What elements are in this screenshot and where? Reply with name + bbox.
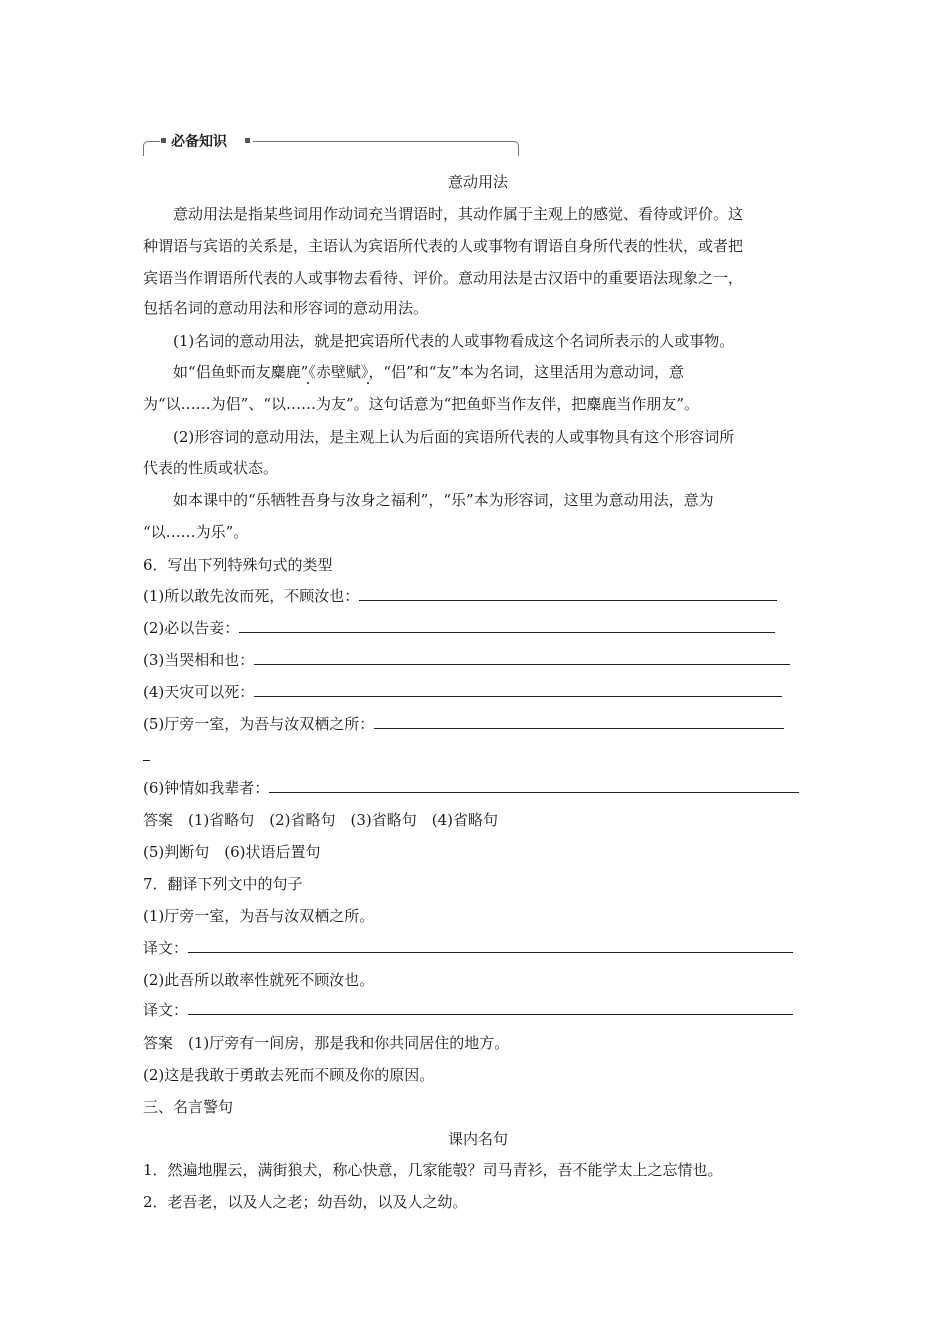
question-item xyxy=(143,650,813,670)
answer-blank[interactable] xyxy=(359,586,777,601)
paragraph-line: 意动用法是指某些词用作动词充当谓语时，其动作属于主观上的感觉、看待或评价。这 xyxy=(173,205,744,223)
answer-line xyxy=(143,810,813,830)
header-corner-left xyxy=(143,141,160,156)
translation-line xyxy=(143,1000,813,1020)
square-bullet-icon xyxy=(161,138,166,143)
question-text: (2)必以告妾： xyxy=(143,619,240,637)
answer-line: (2)这是我敢于勇敢去死而不顾及你的原因。 xyxy=(143,1066,435,1084)
answer-label: 答案 xyxy=(143,811,174,829)
question-text: (6)钟情如我辈者： xyxy=(143,779,270,797)
question-item xyxy=(143,618,813,638)
answer-blank[interactable] xyxy=(269,778,799,793)
question-title: 7．翻译下列文中的句子 xyxy=(143,875,303,893)
paragraph-line: 为“以……为侣”、“以……为友”。这句话意为“把鱼虾当作友伴，把麋鹿当作朋友”。 xyxy=(143,395,700,413)
translation-label: 译文： xyxy=(143,1001,189,1019)
question-text: (3)当哭相和也： xyxy=(143,651,255,669)
header-title: 必备知识 xyxy=(171,134,227,150)
quote-item: 2．老吾老，以及人之老；幼吾幼，以及人之幼。 xyxy=(143,1193,468,1211)
source-title: 《赤壁赋》 xyxy=(308,363,369,381)
answer-line: (5)判断句 (6)状语后置句 xyxy=(143,843,321,861)
quote-text: 如“侣鱼虾而友麋鹿” xyxy=(173,363,309,381)
paragraph-line: 种谓语与宾语的关系是，主语认为宾语所代表的人或事物有谓语自身所代表的性状，或者把 xyxy=(143,237,744,255)
question-item xyxy=(143,682,813,702)
answer-blank xyxy=(143,746,150,761)
header-rule xyxy=(253,141,515,142)
question-title: 6．写出下列特殊句式的类型 xyxy=(143,556,333,574)
translation-blank[interactable] xyxy=(188,938,793,953)
square-bullet-icon xyxy=(245,138,250,143)
paragraph-line: 宾语当作谓语所代表的人或事物去看待、评价。意动用法是古汉语中的重要语法现象之一， xyxy=(143,269,744,287)
paragraph-line: 代表的性质或状态。 xyxy=(143,459,279,477)
translation-line xyxy=(143,938,813,958)
translation-label: 译文： xyxy=(143,939,189,957)
question-text: (1)所以敢先汝而死，不顾汝也： xyxy=(143,587,360,605)
knowledge-header xyxy=(143,133,519,157)
part-title: 三、名言警句 xyxy=(143,1098,234,1116)
question-text: (4)天灾可以死： xyxy=(143,683,255,701)
answer-text: (1)厅旁有一间房，那是我和你共同居住的地方。 xyxy=(188,1034,510,1052)
answer-label: 答案 xyxy=(143,1034,174,1052)
answer-blank[interactable] xyxy=(254,682,782,697)
question-item: (2)此吾所以敢率性就死不顾汝也。 xyxy=(143,971,375,989)
answer-blank[interactable] xyxy=(254,650,790,665)
paragraph-line: 包括名词的意动用法和形容词的意动用法。 xyxy=(143,299,429,317)
answer-text: (1)省略句 (2)省略句 (3)省略句 (4)省略句 xyxy=(188,811,499,829)
answer-blank[interactable] xyxy=(374,714,784,729)
paragraph-text: ，“侣”和“友”本为名词，这里活用为意动词，意 xyxy=(368,363,685,381)
paragraph-line: (1)名词的意动用法，就是把宾语所代表的人或事物看成这个名词所表示的人或事物。 xyxy=(173,332,735,350)
quote-item: 1．然遍地腥云，满街狼犬，称心快意，几家能彀？司马青衫，吾不能学太上之忘情也。 xyxy=(143,1161,723,1179)
part-subtitle: 课内名句 xyxy=(447,1130,508,1148)
question-text: (5)厅旁一室，为吾与汝双栖之所： xyxy=(143,715,375,733)
answer-line xyxy=(143,1033,813,1053)
translation-blank[interactable] xyxy=(188,1000,793,1015)
paragraph-line xyxy=(173,362,813,382)
paragraph-line: 如本课中的“乐牺牲吾身与汝身之福利”，“乐”本为形容词，这里为意动用法，意为 xyxy=(173,491,714,509)
answer-blank-overflow xyxy=(143,746,813,766)
question-item xyxy=(143,714,813,734)
question-item: (1)厅旁一室，为吾与汝双栖之所。 xyxy=(143,907,375,925)
header-corner-right xyxy=(510,141,519,156)
paragraph-line: (2)形容词的意动用法，是主观上认为后面的宾语所代表的人或事物具有这个形容词所 xyxy=(173,428,735,446)
answer-blank[interactable] xyxy=(239,618,775,633)
question-item xyxy=(143,586,813,606)
paragraph-line: “以……为乐”。 xyxy=(143,523,249,541)
question-item xyxy=(143,778,813,798)
section-title: 意动用法 xyxy=(447,173,508,191)
